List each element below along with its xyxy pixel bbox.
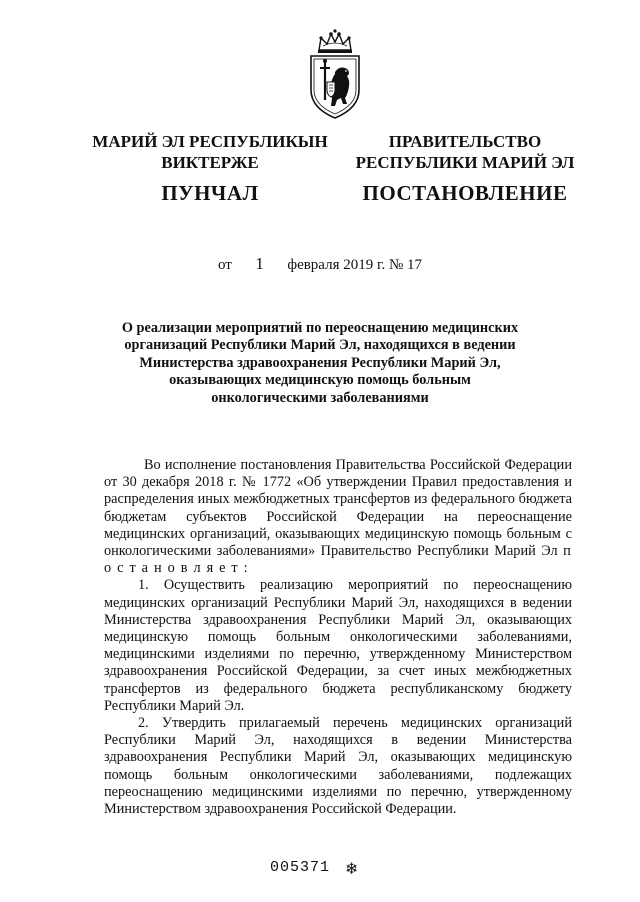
intro-text: Во исполнение постановления Правительства Российской Федерации от 30 декабря 2018 г. № 1772 «Об утверждении Правил предоставления и распределения иных межбюджетных трансфертов из федерального бюджета бюджетам субъектов Российской Федерации на переоснащение медицинских организаций, оказывающих медицинскую помощь больным с онкологическими заболеваниями» Правительство Республики Марий Эл (104, 457, 572, 560)
header-left-doc-type: ПУНЧАЛ (161, 181, 259, 205)
title-line: О реализации мероприятий по переоснащению медицинских (121, 320, 519, 336)
date-line (0, 254, 640, 274)
resolves-text: п о с т а н о в л я е т : (104, 543, 573, 577)
title-line: организаций Республики Марий Эл, находящихся в ведении (124, 337, 516, 354)
header-right-line1: ПРАВИТЕЛЬСТВО (388, 132, 542, 151)
date-day: 1 (255, 254, 264, 273)
body-intro-paragraph (104, 457, 572, 577)
coat-of-arms-icon (305, 28, 365, 120)
serial-number: 005371 (270, 859, 331, 876)
header-right-doc-type: ПОСТАНОВЛЕНИЕ (362, 181, 568, 205)
document-title (120, 320, 520, 407)
title-line: оказывающих медицинскую помощь больным (169, 372, 471, 389)
title-line: онкологическими заболеваниями (211, 389, 429, 406)
header-right-line2: РЕСПУБЛИКИ МАРИЙ ЭЛ (355, 153, 575, 172)
body-item-2: 2. Утвердить прилагаемый перечень медицинских организаций Республики Марий Эл, находящихся в ведении Министерства здравоохранения Республики Марий Эл, оказывающих медицинскую помощь больным онкологическими заболеваниями, подлежащих переоснащению медицинскими изделиями по перечню, утвержденному Министерством здравоохранения Российской Федерации. (104, 715, 572, 818)
header-left-line1: МАРИЙ ЭЛ РЕСПУБЛИКЫН (92, 132, 328, 151)
header-left-line2: ВИКТЕРЖЕ (161, 153, 259, 172)
header-right-block (350, 131, 580, 206)
snowflake-icon: ❄ (345, 859, 359, 878)
footer (0, 859, 640, 883)
date-prefix: от (217, 257, 232, 273)
title-line: Министерства здравоохранения Республики Марий Эл, (139, 354, 501, 371)
body-item-1: 1. Осуществить реализацию мероприятий по переоснащению медицинских организаций Республики Марий Эл, находящихся в ведении Министерства здравоохранения Республики Марий Эл, оказывающих медицинскую помощь больным онкологическими заболеваниями, медицинскими изделиями по перечню, утвержденному Министерством здравоохранения Российской Федерации, за счет иных межбюджетных трансфертов из федерального бюджета республиканскому бюджету Республики Марий Эл. (104, 577, 572, 714)
header-left-block (90, 131, 330, 206)
document-body (104, 457, 572, 818)
date-rest: февраля 2019 г. № 17 (287, 257, 422, 273)
